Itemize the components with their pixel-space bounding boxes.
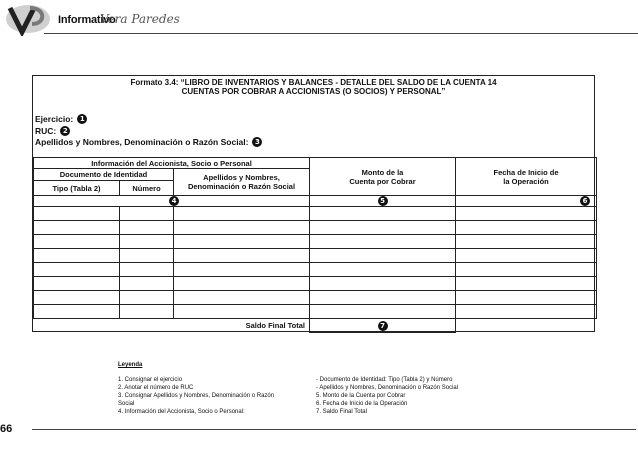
legend-item: 4. Información del Accionista, Socio o Personal: [118,409,245,415]
legend-item: 7. Saldo Final Total [316,409,367,415]
total-label: Saldo Final Total [245,321,306,331]
fecha-header-line2: la Operación [503,176,549,186]
brand-name: Informativo [58,14,116,26]
nombres-header-line1: Apellidos y Nombres, [203,173,280,182]
ejercicio-label: Ejercicio: [35,114,74,124]
header-divider [44,33,638,34]
ruc-field [35,126,70,136]
marker-1-icon: 1 [77,114,87,124]
fecha-header [456,158,597,196]
marker-5-icon: 5 [378,196,388,206]
monto-header-line2: Cuenta por Cobrar [349,176,416,186]
legend-left [118,376,313,416]
legend-item: - Apellidos y Nombres, Denominación o Razón Social [316,385,459,391]
legend-title: Leyenda [118,362,143,368]
legend-item: - Documento de Identidad: Tipo (Tabla 2) y Número [316,377,453,383]
monto-header-line1: Monto de la [361,167,404,177]
marker-row-cell [34,196,310,207]
marker-5-cell [310,196,456,207]
numero-header: Número [120,181,174,196]
legend-item: 5. Monto de la Cuenta por Cobrar [316,393,406,399]
form-title-line2: CUENTAS POR COBRAR A ACCIONISTAS (O SOCIOS) Y PERSONAL” [181,87,446,96]
table-row [34,249,597,263]
legend-right [316,376,506,416]
marker-4-icon: 4 [169,196,179,206]
table-row [34,263,597,277]
legend-item: Social [118,401,135,407]
footer-divider [32,429,636,430]
marker-6-icon: 6 [580,196,590,206]
brand-script-name: Vera Paredes [100,12,180,26]
doc-header: Documento de Identidad [34,169,174,181]
form-title-line1: Formato 3.4: “LIBRO DE INVENTARIOS Y BALANCES - DETALLE DEL SALDO DE LA CUENTA 14 [130,78,497,87]
page-number: 66 [0,423,13,435]
ejercicio-field [35,114,87,124]
tipo-header: Tipo (Tabla 2) [34,181,120,196]
detail-table [33,157,597,333]
legend-item: 3. Consignar Apellidos y Nombres, Denominación o Razón [118,393,275,399]
group-header: Información del Accionista, Socio o Personal [34,158,310,169]
legend-item: 1. Consignar el ejercicio [118,377,183,383]
marker-2-icon: 2 [60,126,70,136]
table-row [34,291,597,305]
marker-3-icon: 3 [252,137,262,147]
table-row [34,207,597,221]
table-row [34,221,597,235]
marker-6-cell [456,196,597,207]
nombres-header-line2: Denominación o Razón Social [187,182,296,191]
nombre-label: Apellidos y Nombres, Denominación o Razón Social: [35,137,249,147]
fecha-header-line1: Fecha de Inicio de [493,167,559,177]
form-frame [32,75,595,332]
monto-header [310,158,456,196]
legend-item: 6. Fecha de Inicio de la Operación [316,401,408,407]
total-row [34,319,597,333]
table-row [34,235,597,249]
ruc-label: RUC: [35,126,57,136]
legend-item: 2. Anotar el número de RUC [118,385,194,391]
total-value-cell [310,319,456,333]
marker-7-icon: 7 [378,321,388,331]
table-row [34,305,597,319]
table-row [34,277,597,291]
nombres-header [174,169,310,196]
brand-logo-icon [2,2,52,36]
nombre-field [35,137,262,147]
